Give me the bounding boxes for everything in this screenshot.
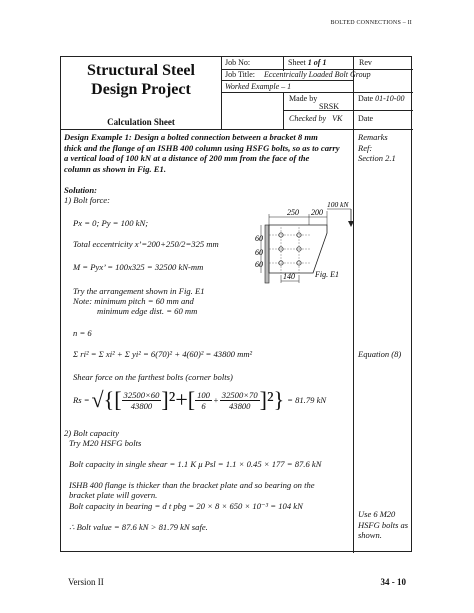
remarks-use-1: Use 6 M20 — [358, 509, 396, 519]
project-title-line2: Design Project — [91, 81, 191, 98]
bolt-count: n = 6 — [73, 328, 92, 338]
bracket-figure — [255, 200, 353, 297]
note-edge: minimum edge dist. = 60 mm — [97, 306, 198, 316]
fraction-1-num: 32500×60 — [123, 389, 160, 400]
header-divider — [221, 57, 222, 129]
fraction-1-den: 43800 — [130, 400, 153, 411]
ishb-note-1: ISHB 400 flange is thicker than the bracket plate and so bearing on the — [69, 480, 315, 490]
calculation-sheet-title: Calculation Sheet — [107, 117, 175, 127]
worked-example: Worked Example – 1 — [225, 82, 292, 91]
remarks-equation: Equation (8) — [358, 349, 402, 359]
step-1-heading: 1) Bolt force: — [64, 195, 110, 205]
remarks-header — [358, 132, 396, 164]
calculation-sheet-frame — [60, 56, 412, 552]
figure-caption: Fig. E1 — [315, 270, 339, 279]
dim-200-label: 200 — [311, 208, 323, 217]
date-label-2: Date — [358, 114, 374, 123]
problem-line4: column as shown in Fig. E1. — [64, 163, 166, 174]
fraction-3-den: 43800 — [228, 400, 251, 411]
dim-60-label-b: 60 — [255, 248, 263, 257]
moment: M = Pyx’ = 100x325 = 32500 kN-mm — [73, 262, 204, 272]
sheet-label: Sheet — [288, 58, 306, 67]
running-head: BOLTED CONNECTIONS – II — [330, 20, 412, 26]
rs-result: = 81.79 kN — [287, 395, 327, 405]
step-2-heading: 2) Bolt capacity — [64, 428, 119, 438]
date-value: 01-10-00 — [375, 94, 405, 103]
dim-250-label: 250 — [287, 208, 299, 217]
header-bottom-line — [61, 129, 413, 130]
single-shear-capacity: Bolt capacity in single shear = 1.1 K μ Psl = 1.1 × 0.45 × 177 = 87.6 kN — [69, 459, 322, 469]
solution-heading: Solution: — [64, 185, 97, 195]
header-row-line — [221, 92, 413, 93]
made-by-label: Made by — [289, 94, 318, 103]
remarks-divider — [353, 57, 354, 553]
fraction-2-den: 6 — [201, 400, 206, 411]
dim-60-label-c: 60 — [255, 260, 263, 269]
remarks-label: Remarks — [358, 132, 388, 142]
rs-label: Rs = — [73, 395, 90, 405]
problem-line1: Design a bolted connection between a bracket 8 mm — [133, 132, 318, 142]
remarks-section: Section 2.1 — [358, 153, 396, 164]
shear-force-text: Shear force on the farthest bolts (corner bolts) — [73, 372, 233, 382]
made-by-divider — [283, 93, 284, 129]
column-flange — [265, 225, 269, 283]
job-no-label: Job No: — [225, 58, 251, 67]
fraction-2-num: 100 — [197, 389, 210, 400]
problem-statement — [64, 132, 352, 174]
checked-by-label: Checked by — [289, 114, 327, 123]
remarks-use-3: shown. — [358, 530, 382, 541]
note-pitch: Note: minimum pitch = 60 mm and — [73, 296, 194, 306]
project-title-line1: Structural Steel — [87, 62, 195, 79]
problem-line2: thick and the flange of an ISHB 400 column using HSFG bolts, so as to carry — [64, 142, 340, 153]
remarks-ref: Ref: — [358, 142, 373, 153]
job-title-value: Eccentrically Loaded Bolt Group — [264, 70, 371, 79]
dim-140-label: 140 — [283, 272, 295, 281]
try-m20: Try M20 HSFG bolts — [69, 438, 142, 448]
footer-page-number: 34 - 10 — [380, 577, 406, 587]
date-label: Date — [358, 94, 374, 103]
rev-label: Rev — [359, 58, 372, 67]
bolt-value: ∴ Bolt value = 87.6 kN > 81.79 kN safe. — [69, 522, 208, 532]
px-py-values: Px = 0; Py = 100 kN; — [73, 218, 149, 228]
checked-by-value: VK — [332, 114, 343, 123]
fraction-1 — [122, 390, 162, 411]
sum-r-squared: Σ ri² = Σ xi² + Σ yi² = 6(70)² + 4(60)² = 43800 mm² — [73, 349, 253, 359]
problem-line3: a vertical load of 100 kN at a distance of 200 mm from the face of the — [64, 153, 310, 164]
header-row-line — [221, 80, 353, 81]
remarks-use-2: HSFG bolts as — [358, 519, 409, 530]
job-title-label: Job Title: — [225, 70, 256, 79]
fraction-2 — [195, 390, 212, 411]
load-label: 100 kN — [327, 200, 349, 209]
footer-version: Version II — [68, 577, 104, 587]
problem-label: Design Example 1: — [64, 132, 132, 142]
bearing-capacity: Bolt capacity in bearing = d t pbg = 20 × 8 × 650 × 10⁻³ = 104 kN — [69, 501, 303, 511]
header-row-line — [283, 110, 413, 111]
sheet-value: 1 of 1 — [307, 58, 327, 67]
made-by-value: SRSK — [319, 102, 340, 111]
fraction-3 — [220, 390, 260, 411]
rs-formula: Rs = √{ [ $\frac{32500\times 60}{43800}$ ]²+[ $\frac{100}{6}$ + $\frac{32500\times 70}{43800}$ ]²} = 81.79 kN — [73, 387, 327, 412]
try-arrangement: Try the arrangement shown in Fig. E1 — [73, 286, 205, 296]
fraction-3-num: 32500×70 — [221, 389, 258, 400]
ishb-note-2: bracket plate will govern. — [69, 490, 158, 500]
eccentricity: Total eccentricity x’=200+250/2=325 mm — [73, 239, 219, 249]
dim-60-label-a: 60 — [255, 234, 263, 243]
remarks-conclusion — [358, 509, 408, 541]
